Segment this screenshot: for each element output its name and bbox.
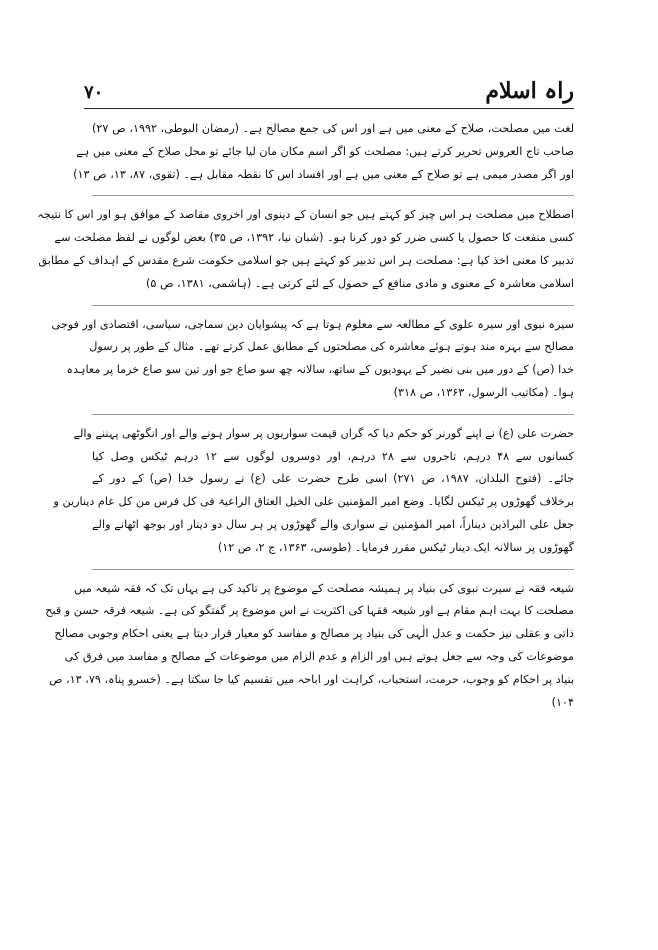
page-number: ۷۰ <box>84 82 104 103</box>
text-line: کسی منفعت کا حصول یا کسی ضرر کو دور کرنا ہو۔ (شبان نیا، ۱۳۹۲، ص ۳۵) بعض لوگوں نے لفظ مصلحت سے <box>54 231 574 245</box>
text-line: اسلامی معاشرہ کے معنوی و مادی منافع کے حصول کے لئے کرتی ہے۔ (ہاشمی، ۱۳۸۱، ص ۵) <box>146 276 574 290</box>
text-line: خدا (ص) کے دور میں بنی نضیر کے یہودیوں کے ساتھ، سالانہ چھ سو صاع جو اور تین سو صاع خرما پر معاہدہ <box>66 363 574 377</box>
text-line: ذاتی و عقلی نیز حکمت و عدل الٰہی کی بنیاد پر مصالح و مفاسد کو معیار قرار دیتا ہے یعنی احکام وجوبی مصالح <box>54 627 574 641</box>
paragraph-shia-jurisprudence <box>45 578 574 715</box>
text-line: صاحب تاج العروس تحریر کرتے ہیں: مصلحت کو اگر اسم مکان مان لیا جائے تو محل صلاح کے معنی میں ہے <box>76 144 574 158</box>
paragraph-imam-ali-taxes <box>53 423 574 560</box>
text-line: بنیاد پر احکام کو وجوب، حرمت، استحباب، کراہت اور اباحہ میں تقسیم کیا جا سکتا ہے۔ (خسرو پناہ، ۷۹، ۱۳، ص <box>48 672 574 686</box>
page-header <box>84 70 574 104</box>
text-line: مصلحت کا بہت اہم مقام ہے اور شیعہ فقہا کی اکثریت نے اس موضوع پر گفتگو کی ہے۔ شیعہ فرقہ حسن و قبح <box>45 604 574 618</box>
text-line: اور اگر مصدر میمی ہے تو صلاح کے معنی میں ہے اور افساد اس کا نقطہ مقابل ہے۔ (تقوی، ۸۷، ۱۳، ص ۱۳) <box>73 167 574 181</box>
paragraph-separator <box>92 305 574 306</box>
text-line: مصالح سے بہرہ مند ہوتے ہوئے معاشرہ کی مصلحتوں کے مطابق عمل کرتے تھے۔ مثال کے طور پر رسول <box>89 340 574 354</box>
paragraph-separator <box>92 569 574 570</box>
text-line: ۱۰۴) <box>551 695 574 709</box>
text-line: گھوڑوں پر سالانہ ایک دینار ٹیکس مقرر فرمایا۔ (طوسی، ۱۳۶۳، ج ۲، ص ۱۲) <box>217 540 574 554</box>
paragraph-prophetic-sira <box>51 314 574 405</box>
body-text <box>37 118 574 714</box>
text-line: ہوا۔ (مکاتیب الرسول، ۱۳۶۳، ص ۳۱۸) <box>393 385 574 399</box>
text-line: تدبیر کا معنی اخذ کیا ہے: مصلحت ہر اس تدبیر کو کہتے ہیں جو اسلامی حکومت شرع مقدس کے اہداف کے مطابق <box>38 253 574 267</box>
text-line: موضوعات کی وجہ سے جعل ہوتے ہیں اور الزام و عدم الزام میں موضوعات کے مصالح و مفاسد میں فرق کی <box>64 649 574 663</box>
text-line: اصطلاح میں مصلحت ہر اس چیز کو کہتے ہیں جو انسان کے دینوی اور اخروی مقاصد کے موافق ہو اور اس کا نتیجہ <box>37 208 574 222</box>
text-line: جائے۔ (فتوح البلدان، ۱۹۸۷، ص ۲۷۱) اسی طرح حضرت علی (ع) نے رسول خدا (ص) کے دور کے <box>92 472 574 486</box>
text-line: حضرت علی (ع) نے اپنے گورنر کو حکم دیا کہ گراں قیمت سواریوں پر سوار ہونے والے اور انگوٹھی پہننے والے <box>73 426 574 440</box>
text-line: برخلاف گھوڑوں پر ٹیکس لگایا۔ وضع امیر المؤمنین علی الخیل العتاق الراعیۃ فی کل فرس من کل عام دینارین و <box>53 495 574 509</box>
text-line: لغت میں مصلحت، صلاح کے معنی میں ہے اور اس کی جمع مصالح ہے۔ (رمضان البوطی، ۱۹۹۲، ص ۲۷) <box>92 122 574 135</box>
paragraph-technical-definition <box>37 204 574 295</box>
text-line: کسانوں سے ۴۸ درہم، تاجروں سے ۲۸ درہم، اور دوسروں لوگوں سے ۱۲ درہم ٹیکس وصل کیا <box>92 449 574 463</box>
text-line: سیرہ نبوی اور سیرہ علوی کے مطالعہ سے معلوم ہوتا ہے کہ پیشوایان دین سماجی، سیاسی، اقتصادی اور فوجی <box>51 317 574 331</box>
paragraph-separator <box>92 414 574 415</box>
running-title: راہ اسلام <box>485 78 574 104</box>
paragraph-separator <box>92 195 574 196</box>
paragraph-lexical-definition <box>73 118 574 186</box>
header-rule <box>84 108 574 109</box>
text-line: شیعہ فقہ نے سیرت نبوی کی بنیاد پر ہمیشہ مصلحت کے موضوع پر تاکید کی ہے یہاں تک کہ فقہ شیعہ میں <box>73 581 574 595</box>
text-line: جعل علی البراذین دیناراً، امیر المؤمنین نے سواری والے گھوڑوں پر ہر سال دو دینار اور بوجھ اٹھانے والے <box>92 517 574 531</box>
